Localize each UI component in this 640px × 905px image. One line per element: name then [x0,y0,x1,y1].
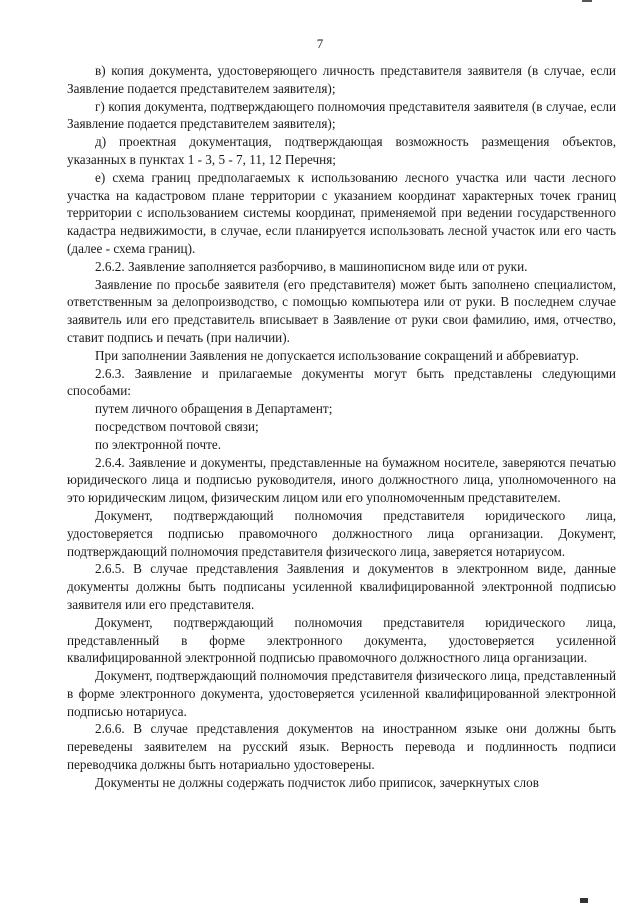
paragraph-item-v: в) копия документа, удостоверяющего личность представителя заявителя (в случае, если Заявление подается представителем заявителя); [67,63,616,96]
paragraph-2-6-6: 2.6.6. В случае представления документов на иностранном языке они должны быть переведены заявителем на русский язык. Верность перевода и подлинность подписи переводчика должны быть нотариально удостоверены. [67,721,616,773]
scan-mark-top [582,0,592,2]
list-item-postal: посредством почтовой связи; [95,418,259,434]
paragraph-electronic-legal-entity: Документ, подтверждающий полномочия представителя юридического лица, представленный в форме электронного документа, удостоверяется усиленной квалифицированной электронной подписью правомочного должностного лица организации. [67,614,616,666]
page-number: 7 [316,36,324,51]
scan-mark-bottom [580,898,588,903]
paragraph-2-6-2: 2.6.2. Заявление заполняется разборчиво, в машинописном виде или от руки. [95,258,528,274]
paragraph-legal-entity-authority: Документ, подтверждающий полномочия представителя юридического лица, удостоверяется подписью правомочного должностного лица организации. Документ, подтверждающий полномочия представителя физического лица, заверяется нотариусом. [67,507,616,559]
paragraph-no-corrections: Документы не должны содержать подчисток либо приписок, зачеркнутых слов [95,774,539,790]
paragraph-no-abbreviations: При заполнении Заявления не допускается использование сокращений и аббревиатур. [95,347,579,363]
paragraph-item-d: д) проектная документация, подтверждающая возможность размещения объектов, указанных в пунктах 1 - 3, 5 - 7, 11, 12 Перечня; [67,134,616,167]
paragraph-item-g: г) копия документа, подтверждающего полномочия представителя заявителя (в случае, если Заявление подается представителем заявителя); [67,98,616,132]
list-item-personal-visit: путем личного обращения в Департамент; [95,401,333,417]
paragraph-item-e: е) схема границ предполагаемых к использованию лесного участка или части лесного участка на кадастровом плане территории с указанием координат характерных точек границ территории с использованием системы координат, применяемой при ведении государственного кадастра недвижимости, в случае, если планируется использовать лесной участок или его часть (далее - схема границ). [67,169,616,256]
document-body [67,62,616,792]
paragraph-2-6-4: 2.6.4. Заявление и документы, представленные на бумажном носителе, заверяются печатью юридического лица и подписью руководителя, иного должностного лица, уполномоченного на это юридическим лицом, физическим лицом или его уполномоченным представителем. [67,454,616,506]
paragraph-filling-by-specialist: Заявление по просьбе заявителя (его представителя) может быть заполнено специалистом, ответственным за делопроизводство, с помощью компьютера или от руки. В последнем случае заявитель или его представитель вписывает в Заявление от руки свои фамилию, имя, отчество, ставит подпись и печать (при наличии). [67,276,616,345]
paragraph-electronic-individual: Документ, подтверждающий полномочия представителя физического лица, представленный в форме электронного документа, удостоверяется усиленной квалифицированной электронной подписью нотариуса. [67,668,616,719]
paragraph-2-6-3: 2.6.3. Заявление и прилагаемые документы могут быть представлены следующими способами: [67,365,616,399]
list-item-email: по электронной почте. [95,436,222,452]
paragraph-2-6-5: 2.6.5. В случае представления Заявления и документов в электронном виде, данные документы должны быть подписаны усиленной квалифицированной электронной подписью заявителя или его представителя. [67,561,616,612]
